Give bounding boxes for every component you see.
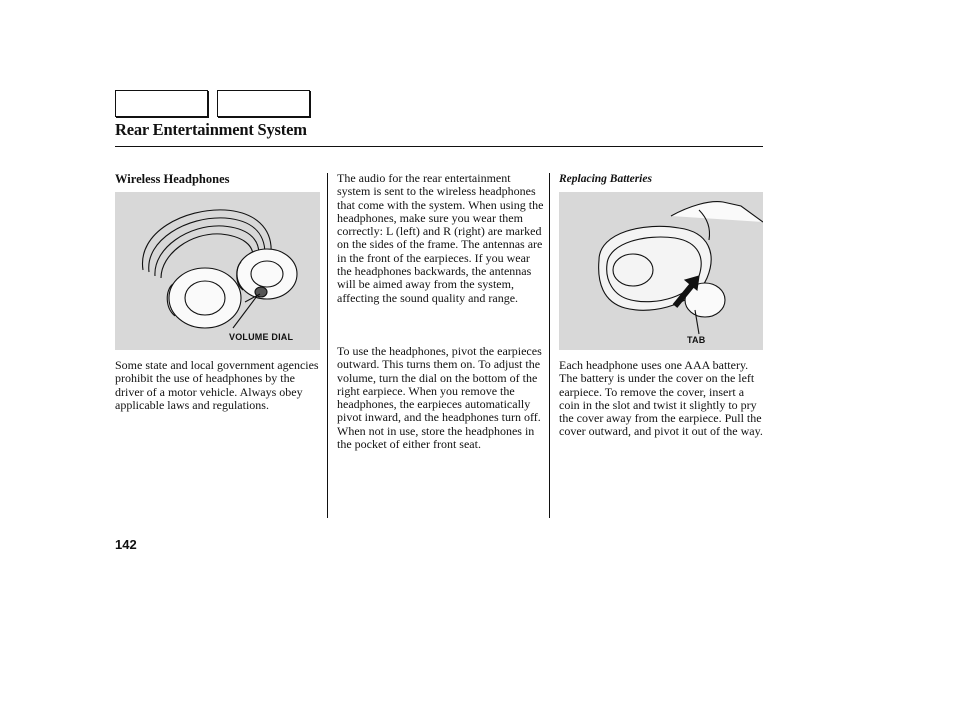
earpiece-battery-cover-icon bbox=[559, 192, 763, 350]
headphones-illustration-icon bbox=[115, 192, 320, 350]
nav-tab-box-1[interactable] bbox=[115, 90, 208, 117]
volume-dial-label: VOLUME DIAL bbox=[229, 332, 294, 342]
paragraph-using-headphones: To use the headphones, pivot the earpieces outward. This turns them on. To adjust the volume, turn the dial on the bottom of the right earpiece. When you remove the headphones, the earpieces automatically pivot inward, and the headphones turn off. When not in use, store the headphones in the pocket of either front seat. bbox=[337, 344, 542, 452]
section-heading-wireless-headphones: Wireless Headphones bbox=[115, 172, 230, 186]
battery-figure bbox=[559, 192, 763, 350]
paragraph-audio-system: The audio for the rear entertainment system is sent to the wireless headphones that come with the system. When using the headphones, make sure you wear them correctly: L (left) and R (right) are marked on the sides of the frame. The antennas are in the front of the earpieces. If you wear the headphones backwards, the antennas will be aimed away from the system, affecting the sound quality and range. bbox=[337, 171, 544, 305]
column-divider-2 bbox=[549, 173, 550, 518]
page-title: Rear Entertainment System bbox=[115, 120, 307, 139]
paragraph-battery-replacement: Each headphone uses one AAA battery. The battery is under the cover on the left earpiece. To remove the cover, insert a coin in the slot and twist it slightly to pry the cover away from the earpiece. Pull the cover outward, and pivot it out of the way. bbox=[559, 358, 763, 439]
column-divider-1 bbox=[327, 173, 328, 518]
tab-label: TAB bbox=[687, 335, 706, 345]
title-divider bbox=[115, 146, 763, 147]
headphones-figure bbox=[115, 192, 320, 350]
section-heading-replacing-batteries: Replacing Batteries bbox=[559, 173, 652, 185]
page-number: 142 bbox=[115, 537, 137, 552]
paragraph-driver-warning: Some state and local government agencies prohibit the use of headphones by the driver of a motor vehicle. Always obey applicable laws and regulations. bbox=[115, 358, 319, 412]
nav-tab-box-2[interactable] bbox=[217, 90, 310, 117]
